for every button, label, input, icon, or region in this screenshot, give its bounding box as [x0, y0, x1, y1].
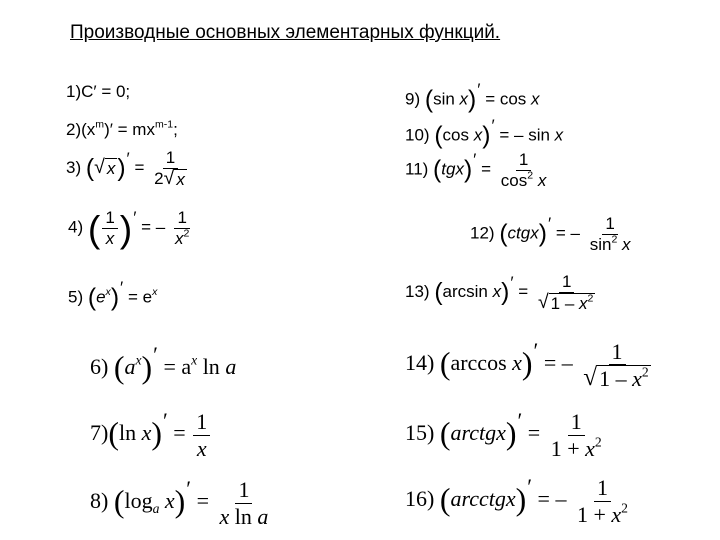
formula-6: 6) $(a^x)' = a^x$ ln a [90, 342, 237, 385]
formula-14: 14) (arccos x)′ = – 1 √ $1 - x^2$ [405, 338, 649, 392]
formula-1: 1)C′ = 0; [66, 82, 131, 101]
formula-12: 12) (ctgx)′ = – $\frac{1}{\sin^2 x}$ [470, 214, 631, 254]
formula-5: 5) $(e^x)' = e^x$ [68, 278, 158, 312]
formula-2: $2)(x^m)' = mx^{m-1}$; [66, 118, 178, 139]
formula-3: 3) ( √ x )′ = 1 2 √ x [66, 148, 185, 189]
formula-10: 10) (cos x)′ = – sin x [405, 116, 564, 150]
formula-4: 4) ( $\frac{1}{x}$ )′ = – $\frac{1}{x^2}$ [68, 208, 190, 250]
formula-13: 13) (arcsin x)′ = 1 √ $1 - x^2$ [405, 272, 594, 313]
formula-15: 15) (arctgx)′ = $\frac{1}{1 + x^2}$ [405, 408, 602, 461]
formula-11: 11) (tgx)′ = $\frac{1}{\cos^2 x}$ [405, 150, 547, 190]
formula-7: 7)(ln x)′ = $\frac{1}{x}$ [90, 408, 212, 461]
page-title: Производные основных элементарных функций. [70, 22, 501, 43]
formula-8: 8) ($\log_a$ x)′ = $\frac{1}{\text{x ln a}}$ [90, 476, 269, 529]
formula-16: 16) (arcctgx)′ = – $\frac{1}{1 + x^2}$ [405, 474, 628, 527]
formula-9: 9) (sin x)′ = cos x [405, 80, 540, 114]
